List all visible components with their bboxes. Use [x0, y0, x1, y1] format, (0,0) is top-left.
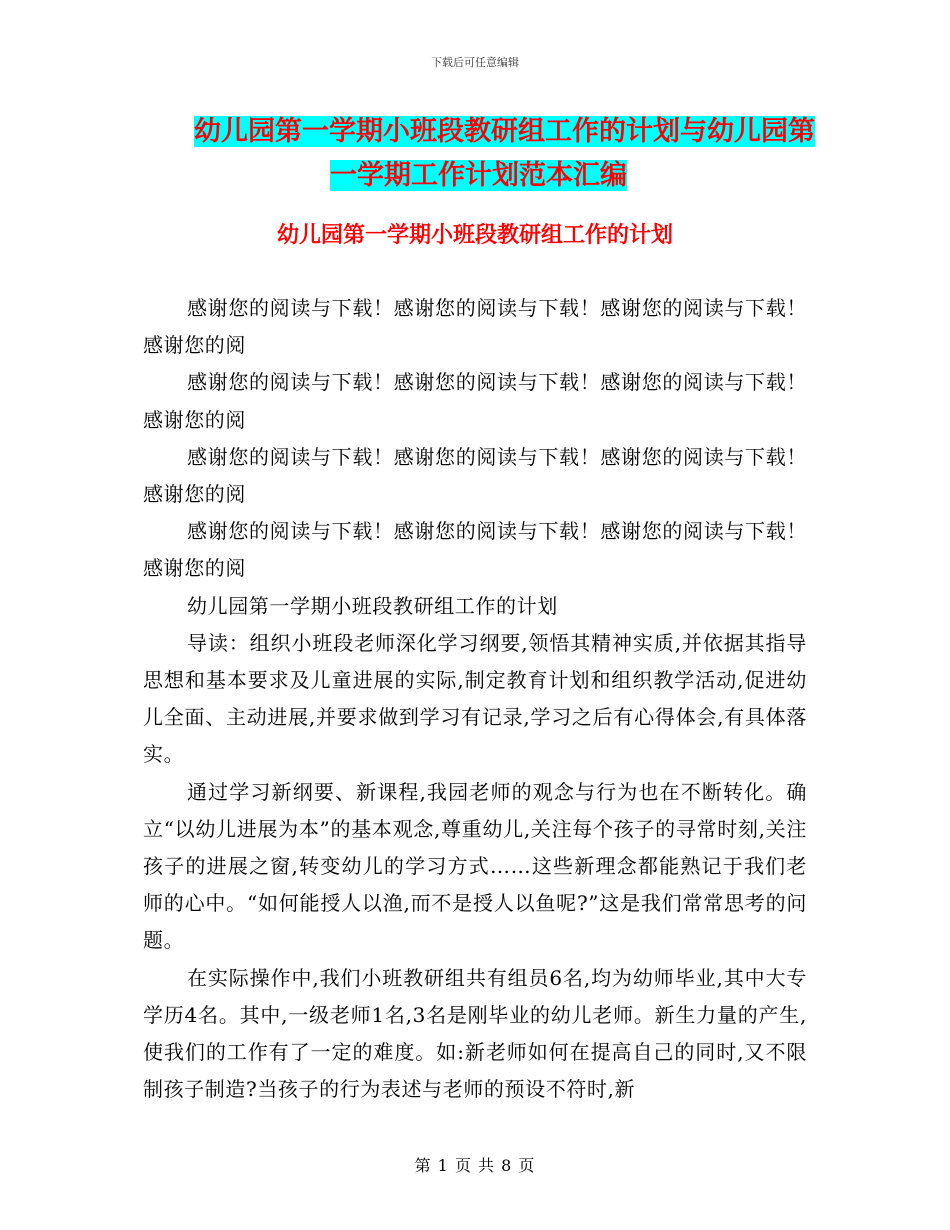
body-paragraph-3: 感谢您的阅读与下载！感谢您的阅读与下载！感谢您的阅读与下载！感谢您的阅 [143, 444, 807, 507]
document-body [143, 290, 807, 1108]
section-heading: 幼儿园第一学期小班段教研组工作的计划 [276, 223, 673, 248]
document-title-line-1-text: 幼儿园第一学期小班段教研组工作的计划与幼儿园第 [194, 116, 815, 147]
body-paragraph-2: 感谢您的阅读与下载！感谢您的阅读与下载！感谢您的阅读与下载！感谢您的阅 [143, 370, 807, 432]
document-title-line-2-text: 一学期工作计划范本汇编 [330, 160, 627, 191]
body-paragraph-8: 在实际操作中,我们小班教研组共有组员6名,均为幼师毕业,其中大专学历4名。其中,一级老师1名,3名是刚毕业的幼儿老师。新生力量的产生,使我们的工作有了一定的难度。如:新老师如何在提高自己的同时,又不限制孩子制造?当孩子的行为表述与老师的预设不符时,新 [143, 965, 807, 1102]
body-paragraph-6: 导读：组织小班段老师深化学习纲要,领悟其精神实质,并依据其指导思想和基本要求及儿童进展的实际,制定教育计划和组织教学活动,促进幼儿全面、主动进展,并要求做到学习有记录,学习之后有心得体会,有具体落实。 [143, 630, 807, 767]
body-paragraph-4: 感谢您的阅读与下载！感谢您的阅读与下载！感谢您的阅读与下载！感谢您的阅 [143, 519, 807, 581]
document-title-line-1 [194, 112, 815, 152]
document-title-line-2 [330, 156, 627, 196]
body-paragraph-7: 通过学习新纲要、新课程,我园老师的观念与行为也在不断转化。确立“以幼儿进展为本”的基本观念,尊重幼儿,关注每个孩子的寻常时刻,关注孩子的进展之窗,转变幼儿的学习方式……这些新理念都能熟记于我们老师的心中。“如何能授人以渔,而不是授人以鱼呢?”这是我们常常思考的问题。 [143, 779, 807, 953]
page-number-footer: 第 1 页 共 8 页 [414, 1156, 536, 1175]
body-paragraph-1: 感谢您的阅读与下载！感谢您的阅读与下载！感谢您的阅读与下载！感谢您的阅 [143, 296, 807, 358]
body-paragraph-5: 幼儿园第一学期小班段教研组工作的计划 [187, 593, 558, 618]
page-header-note: 下载后可任意编辑 [431, 56, 519, 69]
